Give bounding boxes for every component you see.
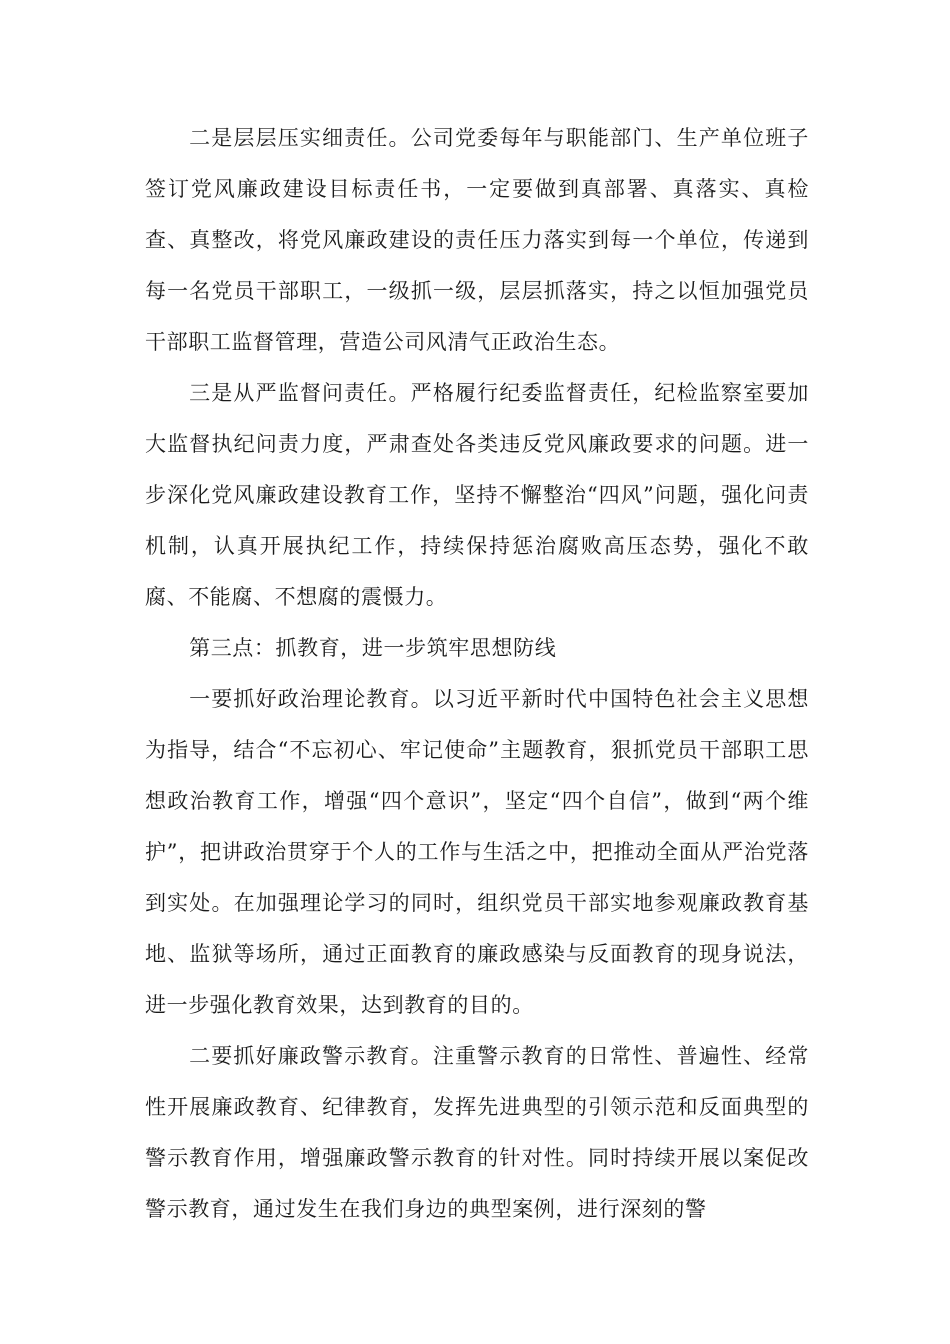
paragraph-layered-responsibility: 二是层层压实细责任。公司党委每年与职能部门、生产单位班子签订党风廉政建设目标责任书，一定要做到真部署、真落实、真检查、真整改，将党风廉政建设的责任压力落实到每一个单位，传递到每一名党员干部职工，一级抓一级，层层抓落实，持之以恒加强党员干部职工监督管理，营造公司风清气正政治生态。 — [145, 126, 809, 354]
paragraph-strict-supervision: 三是从严监督问责任。严格履行纪委监督责任，纪检监察室要加大监督执纪问责力度，严肃查处各类违反党风廉政要求的问题。进一步深化党风廉政建设教育工作，坚持不懈整治“四风”问题，强化问责机制，认真开展执纪工作，持续保持惩治腐败高压态势，强化不敢腐、不能腐、不想腐的震慑力。 — [145, 381, 809, 609]
paragraph-political-theory-education: 一要抓好政治理论教育。以习近平新时代中国特色社会主义思想为指导，结合“不忘初心、牢记使命”主题教育，狠抓党员干部职工思想政治教育工作，增强“四个意识”，坚定“四个自信”，做到“两个维护”，把讲政治贯穿于个人的工作与生活之中，把推动全面从严治党落到实处。在加强理论学习的同时，组织党员干部实地参观廉政教育基地、监狱等场所，通过正面教育的廉政感染与反面教育的现身说法，进一步强化教育效果，达到教育的目的。 — [145, 687, 809, 1017]
section-heading: 第三点：抓教育，进一步筑牢思想防线 — [189, 636, 557, 660]
document-body — [145, 113, 809, 1235]
paragraph-warning-education: 二要抓好廉政警示教育。注重警示教育的日常性、普遍性、经常性开展廉政教育、纪律教育，发挥先进典型的引领示范和反面典型的警示教育作用，增强廉政警示教育的针对性。同时持续开展以案促改警示教育，通过发生在我们身边的典型案例，进行深刻的警 — [145, 1044, 809, 1221]
